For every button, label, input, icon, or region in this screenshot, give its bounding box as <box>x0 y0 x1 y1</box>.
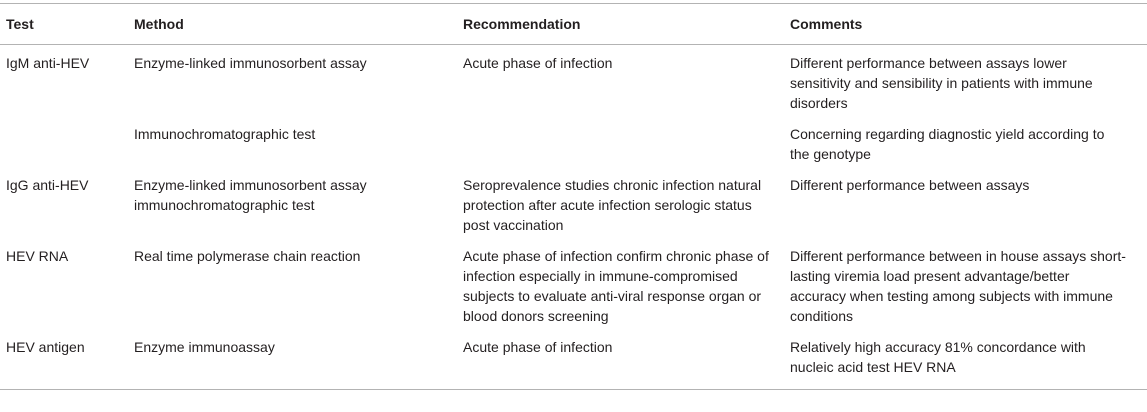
cell-recommendation: Acute phase of infection <box>463 55 613 71</box>
cell-comments: Different performance between in house assays short-lasting viremia load present advantage/better accuracy when testing among subjects with immune conditions <box>790 248 1126 324</box>
cell-comments: Concerning regarding diagnostic yield according to the genotype <box>790 126 1105 162</box>
header-comments: Comments <box>790 16 863 32</box>
cell-test: IgG anti-HEV <box>6 177 89 193</box>
table-row <box>0 169 1147 240</box>
cell-recommendation: Acute phase of infection <box>463 339 613 355</box>
table-body <box>0 45 1147 390</box>
header-test: Test <box>6 16 34 32</box>
cell-method: Enzyme-linked immunosorbent assay <box>134 55 367 71</box>
cell-method: Enzyme-linked immunosorbent assay immunochromatographic test <box>134 177 367 213</box>
hev-tests-table <box>0 3 1147 390</box>
table-row <box>0 240 1147 331</box>
table-row <box>0 45 1147 119</box>
cell-comments: Relatively high accuracy 81% concordance with nucleic acid test HEV RNA <box>790 339 1086 375</box>
header-row <box>0 4 1147 45</box>
table-header <box>0 4 1147 45</box>
cell-test: HEV antigen <box>6 339 85 355</box>
header-method: Method <box>134 16 184 32</box>
cell-recommendation: Acute phase of infection confirm chronic phase of infection especially in immune-compromised subjects to evaluate anti-viral response organ or blood donors screening <box>463 248 769 324</box>
cell-recommendation <box>463 118 790 169</box>
cell-method: Enzyme immunoassay <box>134 339 275 355</box>
cell-method: Immunochromatographic test <box>134 126 316 142</box>
table-row <box>0 118 1147 169</box>
cell-test <box>0 118 134 169</box>
table-row <box>0 331 1147 390</box>
cell-comments: Different performance between assays lower sensitivity and sensibility in patients with immune disorders <box>790 55 1093 111</box>
cell-comments: Different performance between assays <box>790 177 1030 193</box>
header-recommendation: Recommendation <box>463 16 581 32</box>
cell-recommendation: Seroprevalence studies chronic infection natural protection after acute infection serologic status post vaccination <box>463 177 762 233</box>
cell-test: IgM anti-HEV <box>6 55 90 71</box>
cell-method: Real time polymerase chain reaction <box>134 248 361 264</box>
cell-test: HEV RNA <box>6 248 69 264</box>
